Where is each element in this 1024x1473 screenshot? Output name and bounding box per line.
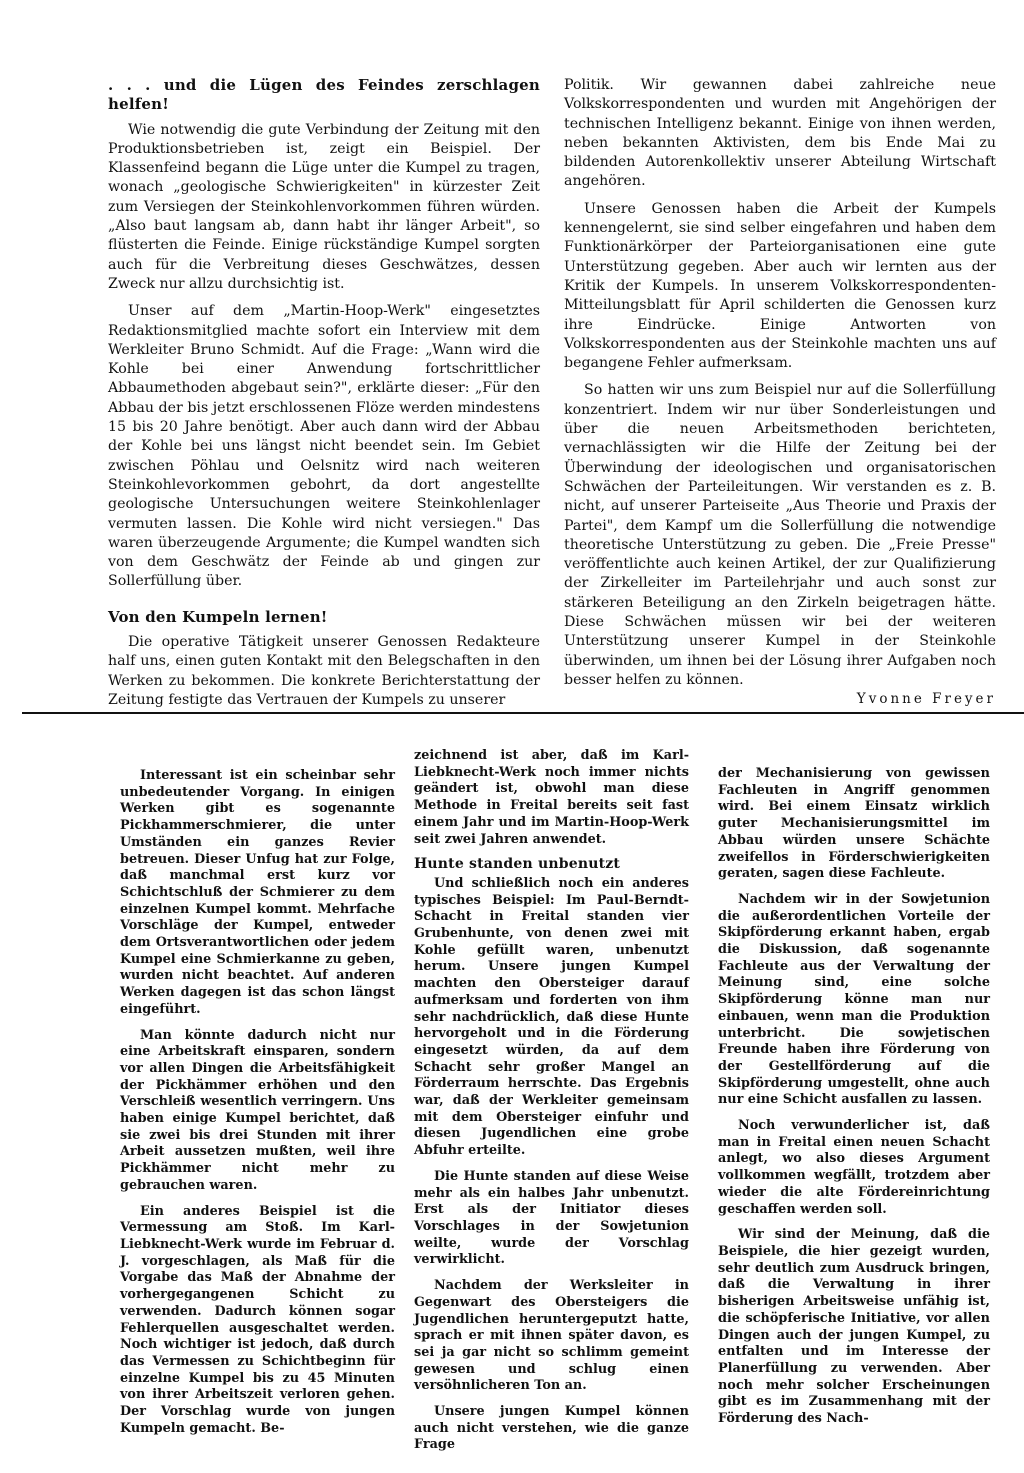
paragraph: Nachdem der Werksleiter in Gegenwart des Obersteigers die Jugendlichen heruntergeputzt hatte, sprach er mit ihnen später davon, es sei ja gar nicht so schlimm gemeint gewesen und schlug einen versöhnlicheren Ton an. bbox=[414, 1278, 689, 1394]
upper-column-left bbox=[108, 76, 540, 710]
paragraph: Die operative Tätigkeit unserer Genossen Redakteure half uns, einen guten Kontakt mit den Belegschaften in den Werken zu bekommen. Die konkrete Berichterstattung der Zeitung festigte das Vertrauen der Kumpels zu unserer bbox=[108, 634, 540, 708]
lower-column-middle bbox=[414, 748, 689, 1454]
paragraph: Wie notwendig die gute Verbindung der Zeitung mit den Produktionsbetrieben ist, zeigt ein Beispiel. Der Klassenfeind begann die Lüge unter die Kumpel zu tragen, wonach „geologische Schwierigkeiten" in kürzester Zeit zum Versiegen der Steinkohlenvorkommen führen würden. „Also baut langsam ab, dann habt ihr länger Arbeit", so flüsterten die Feinde. Einige rückständige Kumpel sorgten auch für die Verbreitung dieses Geschwätzes, dessen Zweck nur allzu durchsichtig ist. bbox=[108, 121, 540, 292]
paragraph: zeichnend ist aber, daß im Karl-Liebknecht-Werk noch immer nichts geändert ist, obwohl man diese Methode in Freital bereits seit fast einem Jahr und im Martin-Hoop-Werk seit zwei Jahren anwendet. bbox=[414, 748, 689, 847]
paragraph: So hatten wir uns zum Beispiel nur auf die Sollerfüllung konzentriert. Indem wir nur über Sonderleistungen und über die neuen Arbeitsmethoden berichteten, vernachlässigten wir die Hilfe der Zeitung bei der Überwindung der ideologischen und organisatorischen Schwächen der Parteileitungen. Wir verstanden es z. B. nicht, auf unserer Parteiseite „Aus Theorie und Praxis der Partei", dem Kampf um die Sollerfüllung die notwendige theoretische Unterstützung zu geben. Die „Freie Presse" veröffentlichte auch keinen Artikel, der zur Qualifizierung der Zirkelleiter im Parteilehrjahr und auch sonst zur stärkeren Beteiligung an den Zirkeln beigetragen hätte. Diese Schwächen müssen wir bei der weiteren Unterstützung unserer Kumpel in der Steinkohle überwinden, um ihnen bei der Lösung ihrer Aufgaben noch besser helfen zu können. bbox=[564, 382, 996, 688]
section-heading-luegen: . . . und die Lügen des Feindes zerschlagen helfen! bbox=[108, 76, 540, 114]
paragraph: Politik. Wir gewannen dabei zahlreiche neue Volkskorrespondenten und wurden mit Angehörigen der technischen Intelligenz bekannt. Einige von ihnen werden, neben bekannten Aktivisten, dem bis Ende Mai zu bildenden Autorenkollektiv unserer Abteilung Wirtschaft angehören. bbox=[564, 77, 996, 190]
paragraph: Unsere Genossen haben die Arbeit der Kumpels kennengelernt, sie sind selber eingefahren und haben dem Funktionärkörper der Parteiorganisationen eine gute Unterstützung gegeben. Aber auch wir lernten aus der Kritik der Kumpels. In unserem Volkskorrespondenten-Mitteilungsblatt für April schilderten die Genossen kurz ihre Eindrücke. Einige Antworten von Volkskorrespondenten aus der Steinkohle machten uns auf begangene Fehler aufmerksam. bbox=[564, 200, 996, 372]
paragraph: Man könnte dadurch nicht nur eine Arbeitskraft einsparen, sondern vor allen Dingen die Arbeitsfähigkeit der Pickhämmer erhöhen und den Verschleiß wesentlich verringern. Uns haben einige Kumpel berichtet, daß sie zwei bis drei Stunden mit ihrer Arbeit aussetzen mußten, weil ihre Pickhämmer nicht mehr zu gebrauchen waren. bbox=[120, 1027, 395, 1193]
paragraph: Interessant ist ein scheinbar sehr unbedeutender Vorgang. In einigen Werken gibt es sogenannte Pickhammerschmierer, die unter Umständen ein ganzes Revier betreuen. Dieser Unfug hat zur Folge, daß manchmal erst kurz vor Schichtschluß der Schmierer zu dem einzelnen Kumpel kommt. Mehrfache Vorschläge der Kumpel, entweder dem Ortsverantwortlichen oder jedem Kumpel eine Schmierkanne zu geben, wurden nicht beachtet. Auf anderen Werken dagegen ist das schon längst eingeführt. bbox=[120, 768, 395, 1017]
lower-column-right bbox=[718, 766, 990, 1428]
paragraph: Nachdem wir in der Sowjetunion die außerordentlichen Vorteile der Skipförderung erkannt haben, ergab die Diskussion, daß sogenannte Fachleute aus der Verwaltung der Meinung sind, eine solche Skipförderung könne man nur einbauen, wenn man die Produktion unterbricht. Die sowjetischen Freunde haben ihre Förderung von der Gestellförderung auf die Skipförderung umgestellt, ohne auch nur eine Schicht ausfallen zu lassen. bbox=[718, 891, 990, 1108]
paragraph: Noch verwunderlicher ist, daß man in Freital einen neuen Schacht anlegt, wo also dieses Argument vollkommen wegfällt, trotzdem aber wieder die alte Fördereinrichtung geschaffen werden soll. bbox=[718, 1118, 990, 1217]
upper-column-right bbox=[564, 76, 996, 710]
paragraph: Ein anderes Beispiel ist die Vermessung am Stoß. Im Karl-Liebknecht-Werk wurde im Februar d. J. vorgeschlagen, als Maß für die Vorgabe das Maß der Abnahme der vorhergegangenen Schicht zu verwenden. Dadurch können sogar Fehlerquellen ausgeschaltet werden. Noch wichtiger ist jedoch, daß durch das Vermessen zu Schichtbeginn für einzelne Kumpel bis zu 45 Minuten von ihrer Arbeitszeit verloren gehen. Der Vorschlag wurde von jungen Kumpeln gemacht. Be- bbox=[120, 1203, 395, 1436]
paragraph: der Mechanisierung von gewissen Fachleuten in Angriff genommen wird. Bei einem Einsatz wirklich guter Mechanisierungsmittel im Abbau würden unsere Schächte zweifellos in Förderschwierigkeiten geraten, sagen diese Fachleute. bbox=[718, 766, 990, 882]
section-heading-kumpeln: Von den Kumpeln lernen! bbox=[108, 607, 328, 626]
paragraph: Unser auf dem „Martin-Hoop-Werk" eingesetztes Redaktionsmitglied machte sofort ein Interview mit dem Werkleiter Bruno Schmidt. Auf die Frage: „Wann wird die Kohle bei einer Anwendung fortschrittlicher Abbaumethoden abgebaut sein?", erklärte dieser: „Für den Abbau der bis jetzt erschlossenen Flöze werden mindestens 15 bis 20 Jahre benötigt. Aber auch dann wird der Abbau der Kohle bei uns längst nicht beendet sein. Im Gebiet zwischen Pöhlau und Oelsnitz wird nach weiteren Steinkohlevorkommen gebohrt, da dort angestellte geologische Untersuchungen weitere Steinkohlenlager vermuten lassen. Die Kohle wird nicht versiegen." Das waren überzeugende Argumente; die Kumpel wandten sich von dem Geschwätz der Feinde ab und gingen zur Sollerfüllung über. bbox=[108, 303, 540, 590]
author-signature: Yvonne Freyer bbox=[856, 691, 996, 708]
paragraph: Unsere jungen Kumpel können auch nicht verstehen, wie die ganze Frage bbox=[414, 1404, 689, 1453]
lower-column-left bbox=[120, 768, 395, 1437]
section-heading-hunte: Hunte standen unbenutzt bbox=[414, 856, 621, 873]
paragraph: Und schließlich noch ein anderes typisches Beispiel: Im Paul-Berndt-Schacht in Freital standen vier Grubenhunte, von denen zwei mit Kohle gefüllt waren, unbenutzt herum. Unsere jungen Kumpel machten den Obersteiger darauf aufmerksam und forderten von ihm sehr nachdrücklich, daß diese Hunte hervorgeholt und in die Förderung eingesetzt würden, da auf dem Schacht sehr großer Mangel an Förderraum herrschte. Das Ergebnis war, daß der Werkleiter gemeinsam mit dem Obersteiger einfuhr und diesen Jugendlichen eine grobe Abfuhr erteilte. bbox=[414, 875, 689, 1159]
paragraph: Die Hunte standen auf diese Weise mehr als ein halbes Jahr unbenutzt. Erst als der Initiator dieses Vorschlages in der Sowjetunion weilte, wurde der Vorschlag verwirklicht. bbox=[414, 1168, 689, 1268]
paragraph: Wir sind der Meinung, daß die Beispiele, die hier gezeigt wurden, sehr deutlich zum Ausdruck bringen, daß die Verwaltung in ihrer bisherigen Arbeitsweise unfähig ist, die schöpferische Initiative, vor allen Dingen auch der jungen Kumpel, zu entfalten und im Interesse der Planerfüllung zu verwenden. Aber noch mehr solcher Erscheinungen gibt es im Zusammenhang mit der Förderung des Nach- bbox=[718, 1227, 990, 1427]
section-divider bbox=[22, 712, 1024, 714]
